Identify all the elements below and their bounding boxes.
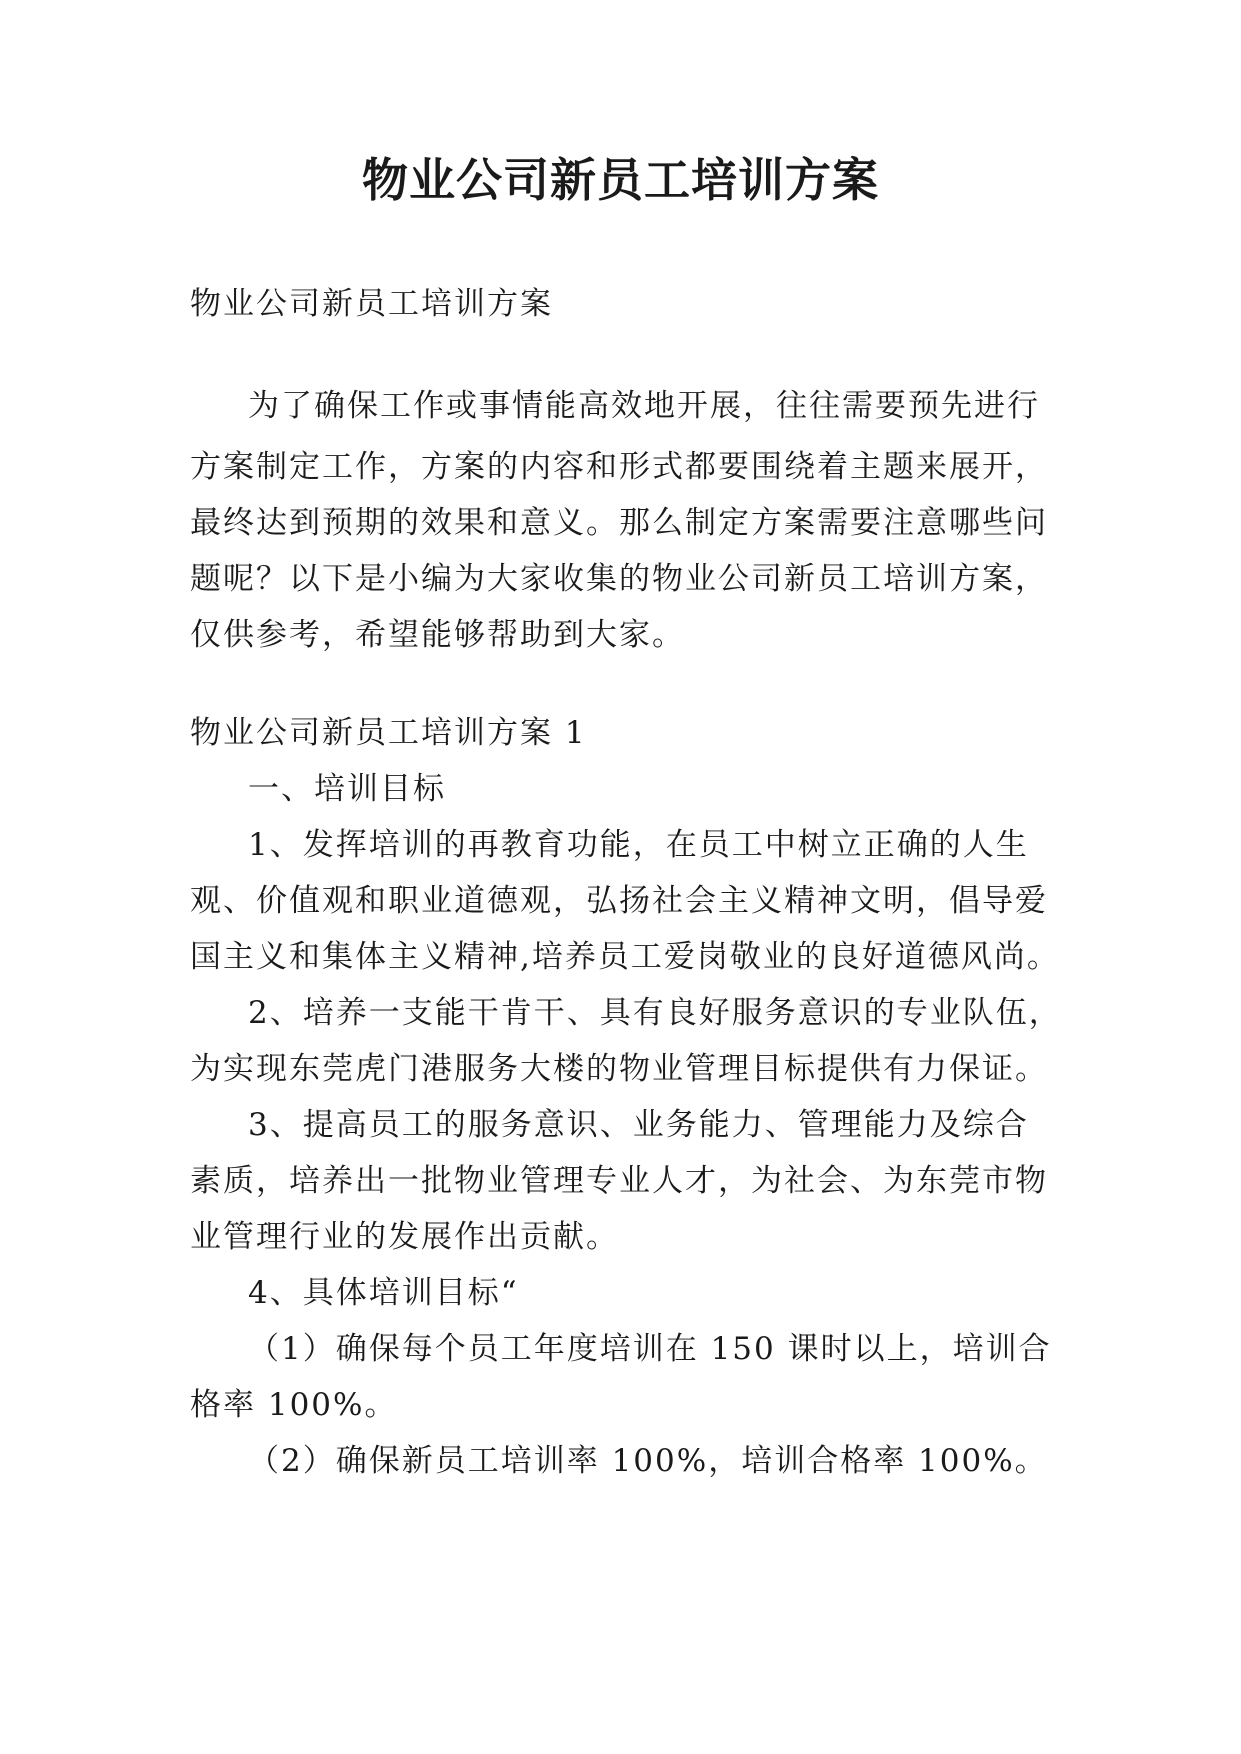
goal-item-line: 2、培养一支能干肯干、具有良好服务意识的专业队伍， [248,995,1062,1031]
intro-line: 为了确保工作或事情能高效地开展，往往需要预先进行 [248,388,1040,424]
goal-item-4-heading: 4、具体培训目标“ [248,1275,519,1311]
section-heading: 物业公司新员工培训方案 1 [190,715,587,751]
goal-subitem-1 [190,1321,1052,1433]
goal-subitem-line: 格率 100%。 [190,1387,398,1423]
goal-heading: 一、培训目标 [248,771,446,807]
goal-item-3 [190,1097,1048,1265]
intro-line: 最终达到预期的效果和意义。那么制定方案需要注意哪些问 [190,505,1048,541]
intro-line: 仅供参考，希望能够帮助到大家。 [190,617,685,653]
intro-line: 题呢？以下是小编为大家收集的物业公司新员工培训方案， [190,561,1048,597]
goal-item-1 [190,817,1060,985]
goal-subitem-line: （1）确保每个员工年度培训在 150 课时以上，培训合 [248,1331,1052,1367]
goal-item-line: 观、价值观和职业道德观，弘扬社会主义精神文明，倡导爱 [190,883,1048,919]
document-title: 物业公司新员工培训方案 [362,153,879,207]
goal-item-line: 素质，培养出一批物业管理专业人才，为社会、为东莞市物 [190,1163,1048,1199]
intro-line: 方案制定工作，方案的内容和形式都要围绕着主题来展开， [190,449,1048,485]
goal-item-line: 为实现东莞虎门港服务大楼的物业管理目标提供有力保证。 [190,1051,1048,1087]
goal-item-2 [190,985,1062,1097]
intro-paragraph [190,374,1048,663]
goal-item-line: 3、提高员工的服务意识、业务能力、管理能力及综合 [248,1107,1029,1143]
goal-subitem-2: （2）确保新员工培训率 100%，培训合格率 100%。 [248,1443,1048,1479]
goal-item-line: 业管理行业的发展作出贡献。 [190,1219,619,1255]
goal-item-line: 1、发挥培训的再教育功能，在员工中树立正确的人生 [248,827,1029,863]
document-subtitle: 物业公司新员工培训方案 [190,286,553,322]
document-body [190,284,1062,1489]
goal-item-line: 国主义和集体主义精神,培养员工爱岗敬业的良好道德风尚。 [190,939,1060,975]
